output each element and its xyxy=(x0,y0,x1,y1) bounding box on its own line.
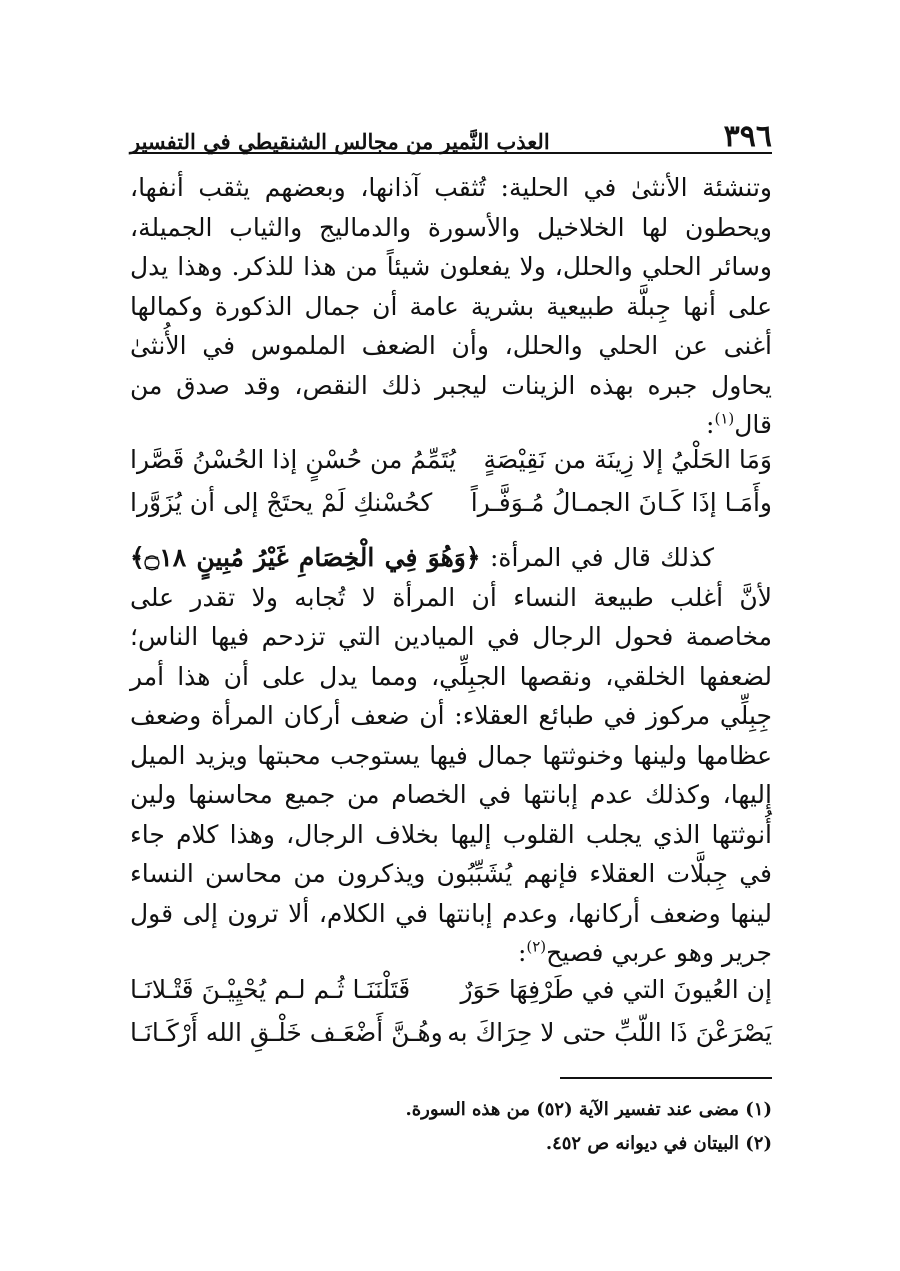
footnote-1: (١) مضى عند تفسير الآية (٥٢) من هذه السورة. xyxy=(405,1099,772,1120)
page-number: ٣٩٦ xyxy=(723,119,772,154)
poem-1-line-2 xyxy=(130,481,772,524)
poem-2-line-2 xyxy=(130,1011,772,1054)
footnote-ref-2: (٢) xyxy=(526,937,547,956)
paragraph-1-text: وتنشئة الأنثىٰ في الحلية: تُثقب آذانها، وبعضهم يثقب أنفها، ويحطون لها الخلاخيل والأسورة والدماليج والثياب الجميلة، وسائر الحلي والحلل، ولا يفعلون شيئاً من هذا للذكر. وهذا يدل على أنها جِبلَّة طبيعية بشرية عامة أن جمال الذكورة وكمالها أغنى عن الحلي والحلل، وأن الضعف الملموس في الأُنثىٰ يحاول جبره بهذه الزينات ليجبر ذلك النقص، وقد صدق من قال xyxy=(130,173,772,439)
poem-1-line-1 xyxy=(130,438,772,481)
poem-2-line-1-first-hemistich: إن العُيونَ التي في طَرْفِهَا حَوَرٌ xyxy=(460,975,772,1004)
running-title: العذب النَّمير من مجالس الشنقيطي في التفسير xyxy=(130,129,550,154)
poem-2-line-1 xyxy=(130,968,772,1011)
poem-1-line-2-second-hemistich: كحُسْنكِ لَمْ يحتَجْ إلى أن يُزَوَّرا xyxy=(130,488,433,517)
poem-2-line-2-second-hemistich: وهُـنَّ أَضْعَـف خَلْـقِ الله أَرْكَـانَـا xyxy=(130,1018,443,1047)
quran-verse: ﴿وَهُوَ فِي الْخِصَامِ غَيْرُ مُبِينٍ ۝١٨﴾ xyxy=(130,543,481,572)
poem-2-line-2-first-hemistich: يَصْرَعْنَ ذَا اللّبِّ حتى لا حِرَاكَ به xyxy=(447,1018,772,1047)
paragraph-2-ending: : xyxy=(517,938,527,967)
poem-1-line-1-second-hemistich: يُتَمِّمُ من حُسْنٍ إذا الحُسْنُ قَصَّرا xyxy=(130,445,456,474)
footnote-rule xyxy=(560,1077,772,1079)
body-text-top xyxy=(130,168,772,445)
footnote-ref-1: (١) xyxy=(714,409,735,428)
poem-1-line-2-first-hemistich: وأَمَـا إذَا كَـانَ الجمـالُ مُـوَفَّـراً xyxy=(470,488,772,517)
poem-1 xyxy=(130,438,772,524)
footnotes xyxy=(130,1093,772,1161)
poem-2-line-1-second-hemistich: قَتَلْنَنَـا ثُـم لـم يُحْيِيْـنَ قَتْـلانَـا xyxy=(130,975,411,1004)
poem-2 xyxy=(130,968,772,1054)
paragraph-1 xyxy=(130,168,772,445)
paragraph-2-intro: كذلك قال في المرأة: xyxy=(480,543,715,572)
body-text-middle xyxy=(130,538,772,973)
paragraph-2 xyxy=(130,538,772,973)
paragraph-2-text: لأنَّ أغلب طبيعة النساء أن المرأة لا تُجابه ولا تقدر على مخاصمة فحول الرجال في الميادين التي تزدحم فيها الناس؛ لضعفها الخلقي، ونقصها الجبِلِّي، ومما يدل على أن هذا أمر جِبِلِّي مركوز في طبائع العقلاء: أن ضعف أركان المرأة وضعف عظامها ولينها وخنوثتها جمال فيها يستوجب محبتها ويزيد الميل إليها، وكذلك عدم إبانتها في الخصام من جميع محاسنها ولين أُنوثتها الذي يجلب القلوب إليها بخلاف الرجال، وهذا كلام جاء في جِبلَّات العقلاء فإنهم يُشَبِّبُون ويذكرون من محاسن النساء لينها وضعف أركانها، وعدم إبانتها في الكلام، ألا ترون إلى قول جرير وهو عربي فصيح xyxy=(130,582,773,967)
footnote-2: (٢) البيتان في ديوانه ص ٤٥٢. xyxy=(545,1133,772,1154)
header-rule xyxy=(130,152,772,154)
poem-1-line-1-first-hemistich: وَمَا الحَلْيُ إلا زِينَة من نَقِيْصَةٍ xyxy=(483,445,772,474)
page-header xyxy=(130,112,772,152)
paragraph-1-ending: : xyxy=(706,410,715,439)
